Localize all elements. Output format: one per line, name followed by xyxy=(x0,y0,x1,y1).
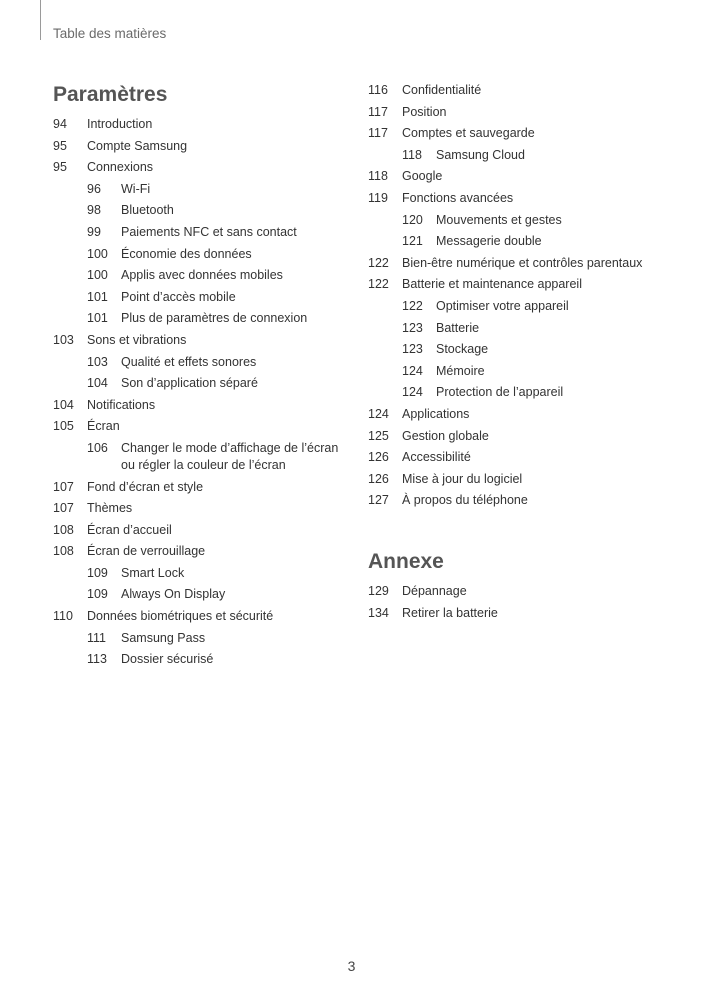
toc-entry-label: Position xyxy=(402,104,447,119)
toc-entry-label: Compte Samsung xyxy=(87,138,188,153)
toc-entry-label: Mémoire xyxy=(436,363,485,378)
toc-entry-page-number: 107 xyxy=(53,501,74,516)
toc-entry[interactable] xyxy=(53,565,353,582)
toc-entry[interactable] xyxy=(368,82,678,99)
toc-entry[interactable] xyxy=(53,310,353,327)
toc-entry-label: Thèmes xyxy=(87,501,133,516)
toc-entry-label: Smart Lock xyxy=(121,565,185,580)
toc-entry-page-number: 95 xyxy=(53,138,67,153)
toc-entry-page-number: 121 xyxy=(402,234,423,249)
toc-entry-label: Son d’application séparé xyxy=(121,376,258,391)
toc-left-column xyxy=(53,82,353,673)
toc-entry-page-number: 101 xyxy=(87,289,108,304)
toc-entry-page-number: 98 xyxy=(87,203,101,218)
toc-entry-label: Fond d’écran et style xyxy=(87,479,204,494)
toc-entry-label: Optimiser votre appareil xyxy=(436,298,569,313)
toc-entry-page-number: 96 xyxy=(87,181,101,196)
page-number: 3 xyxy=(347,958,356,974)
toc-entry[interactable] xyxy=(368,583,678,600)
toc-entry-label: Confidentialité xyxy=(402,83,482,97)
toc-entry-label: Dépannage xyxy=(402,584,467,599)
page-header-title: Table des matières xyxy=(53,26,167,41)
toc-entry-page-number: 108 xyxy=(53,522,74,537)
toc-entry[interactable] xyxy=(53,522,353,539)
section-title-parametres: Paramètres xyxy=(53,83,168,106)
toc-entry-page-number: 122 xyxy=(368,277,389,292)
toc-entry-page-number: 126 xyxy=(368,471,389,486)
toc-entry[interactable] xyxy=(368,233,678,250)
toc-entry-label: Wi-Fi xyxy=(121,181,151,196)
toc-entry-page-number: 104 xyxy=(53,397,74,412)
toc-entry-label: Gestion globale xyxy=(402,428,489,443)
toc-entry-page-number: 124 xyxy=(402,363,423,378)
toc-entry-page-number: 101 xyxy=(87,311,108,326)
toc-entry[interactable] xyxy=(53,543,353,560)
toc-entry-page-number: 129 xyxy=(368,584,389,599)
toc-entry-label: Applis avec données mobiles xyxy=(121,268,283,283)
toc-entry-label: Messagerie double xyxy=(436,234,542,249)
toc-entry-page-number: 106 xyxy=(87,440,108,455)
toc-entry[interactable] xyxy=(368,428,678,445)
toc-entry[interactable] xyxy=(368,147,678,164)
toc-entry-label: Notifications xyxy=(87,397,156,412)
toc-entry-page-number: 113 xyxy=(87,652,107,667)
toc-entry[interactable] xyxy=(368,605,678,622)
toc-entry-page-number: 109 xyxy=(87,565,108,580)
toc-entry-page-number: 108 xyxy=(53,544,74,559)
toc-entry-label: Retirer la batterie xyxy=(402,605,498,620)
toc-entry-label: Écran xyxy=(87,419,120,434)
toc-entry-label: Changer le mode d’affichage de l’écran ou régler la couleur de l’écran xyxy=(121,440,339,472)
toc-entry-label: Économie des données xyxy=(121,246,252,261)
toc-entry-label: Écran de verrouillage xyxy=(87,544,206,559)
toc-entry-page-number: 95 xyxy=(53,160,67,175)
toc-entry-page-number: 120 xyxy=(402,212,423,227)
toc-entry-label: Mouvements et gestes xyxy=(436,212,562,227)
toc-entry-page-number: 122 xyxy=(368,255,389,270)
toc-entry-label: Données biométriques et sécurité xyxy=(87,609,274,624)
toc-entry[interactable] xyxy=(368,449,678,466)
toc-entry-label: Samsung Cloud xyxy=(436,147,525,162)
toc-entry-label: Comptes et sauvegarde xyxy=(402,126,535,141)
toc-entry[interactable] xyxy=(368,363,678,380)
toc-entry[interactable] xyxy=(53,440,353,474)
toc-entry[interactable] xyxy=(53,332,353,349)
toc-entry-label: Sons et vibrations xyxy=(87,332,187,347)
toc-entry-page-number: 123 xyxy=(402,342,423,357)
toc-entry-page-number: 117 xyxy=(368,104,388,119)
toc-entry[interactable] xyxy=(53,246,353,263)
toc-entry-page-number: 134 xyxy=(368,605,389,620)
toc-entry[interactable] xyxy=(53,375,353,392)
toc-entry-page-number: 118 xyxy=(368,169,388,184)
annexe-section xyxy=(368,549,678,622)
toc-entry-page-number: 107 xyxy=(53,479,74,494)
toc-entry-page-number: 127 xyxy=(368,493,389,508)
toc-entry-page-number: 125 xyxy=(368,428,389,443)
toc-entry[interactable] xyxy=(368,406,678,423)
toc-entry[interactable] xyxy=(53,159,353,176)
toc-entry-label: Dossier sécurisé xyxy=(121,652,214,667)
toc-list xyxy=(368,82,678,509)
toc-right-column xyxy=(368,82,678,626)
toc-entry[interactable] xyxy=(53,224,353,241)
toc-entry-page-number: 104 xyxy=(87,376,108,391)
toc-entry-label: Fonctions avancées xyxy=(402,190,514,205)
toc-entry-label: Applications xyxy=(402,406,470,421)
toc-entry-page-number: 118 xyxy=(402,147,422,162)
toc-entry[interactable] xyxy=(368,190,678,207)
toc-entry-page-number: 94 xyxy=(53,117,67,131)
toc-entry-label: Qualité et effets sonores xyxy=(121,354,257,369)
toc-entry-label: Plus de paramètres de connexion xyxy=(121,311,308,326)
toc-entry[interactable] xyxy=(53,138,353,155)
toc-entry-label: Always On Display xyxy=(121,587,226,602)
toc-entry[interactable] xyxy=(53,354,353,371)
toc-entry[interactable] xyxy=(368,255,678,272)
toc-entry-page-number: 100 xyxy=(87,268,108,283)
toc-entry-label: Connexions xyxy=(87,160,154,175)
toc-entry-page-number: 123 xyxy=(402,320,423,335)
toc-entry[interactable] xyxy=(53,181,353,198)
toc-entry-label: Bluetooth xyxy=(121,203,174,218)
toc-entry[interactable] xyxy=(368,168,678,185)
toc-entry-page-number: 105 xyxy=(53,419,74,434)
toc-entry[interactable] xyxy=(368,104,678,121)
toc-entry-page-number: 124 xyxy=(368,406,389,421)
toc-entry-label: Google xyxy=(402,169,443,184)
toc-entry-page-number: 110 xyxy=(53,609,73,624)
toc-entry-label: Batterie xyxy=(436,320,480,335)
toc-entry[interactable] xyxy=(368,276,678,293)
toc-entry-label: Bien-être numérique et contrôles parentaux xyxy=(402,255,643,270)
toc-entry-label: Stockage xyxy=(436,342,489,357)
toc-entry[interactable] xyxy=(53,479,353,496)
toc-entry-label: Point d’accès mobile xyxy=(121,289,236,304)
toc-entry-label: Protection de l’appareil xyxy=(436,385,564,400)
toc-entry-label: Accessibilité xyxy=(402,450,471,465)
toc-entry-label: À propos du téléphone xyxy=(402,493,528,508)
toc-entry[interactable] xyxy=(368,212,678,229)
toc-entry-page-number: 103 xyxy=(87,354,108,369)
toc-list xyxy=(368,583,678,622)
toc-entry-page-number: 100 xyxy=(87,246,108,261)
toc-entry-page-number: 109 xyxy=(87,587,108,602)
toc-entry[interactable] xyxy=(53,116,353,133)
toc-entry-page-number: 116 xyxy=(368,83,388,97)
toc-entry[interactable] xyxy=(368,125,678,142)
toc-entry[interactable] xyxy=(53,630,353,647)
toc-entry-page-number: 122 xyxy=(402,298,423,313)
toc-entry[interactable] xyxy=(368,384,678,401)
toc-entry[interactable] xyxy=(53,202,353,219)
toc-entry[interactable] xyxy=(368,341,678,358)
section-title-annexe: Annexe xyxy=(368,550,444,574)
toc-entry[interactable] xyxy=(368,320,678,337)
toc-entry[interactable] xyxy=(368,492,678,509)
toc-entry[interactable] xyxy=(53,651,353,668)
toc-entry-page-number: 119 xyxy=(368,190,388,205)
toc-entry[interactable] xyxy=(368,471,678,488)
toc-entry-label: Écran d’accueil xyxy=(87,522,172,537)
toc-entry[interactable] xyxy=(368,298,678,315)
toc-entry-label: Mise à jour du logiciel xyxy=(402,471,523,486)
toc-entry[interactable] xyxy=(53,418,353,435)
toc-entry-page-number: 117 xyxy=(368,126,388,141)
toc-entry-label: Introduction xyxy=(87,117,153,131)
toc-entry[interactable] xyxy=(53,608,353,625)
toc-entry-page-number: 99 xyxy=(87,224,101,239)
toc-list xyxy=(53,116,353,668)
toc-entry[interactable] xyxy=(53,397,353,414)
toc-entry[interactable] xyxy=(53,586,353,603)
toc-entry[interactable] xyxy=(53,267,353,284)
header-rule xyxy=(40,0,41,40)
toc-entry[interactable] xyxy=(53,289,353,306)
toc-entry-page-number: 103 xyxy=(53,332,74,347)
toc-entry[interactable] xyxy=(53,500,353,517)
toc-entry-label: Batterie et maintenance appareil xyxy=(402,277,582,292)
toc-entry-page-number: 124 xyxy=(402,385,423,400)
toc-entry-label: Paiements NFC et sans contact xyxy=(121,224,297,239)
toc-entry-page-number: 126 xyxy=(368,450,389,465)
toc-entry-label: Samsung Pass xyxy=(121,630,206,645)
toc-entry-page-number: 111 xyxy=(87,630,107,645)
